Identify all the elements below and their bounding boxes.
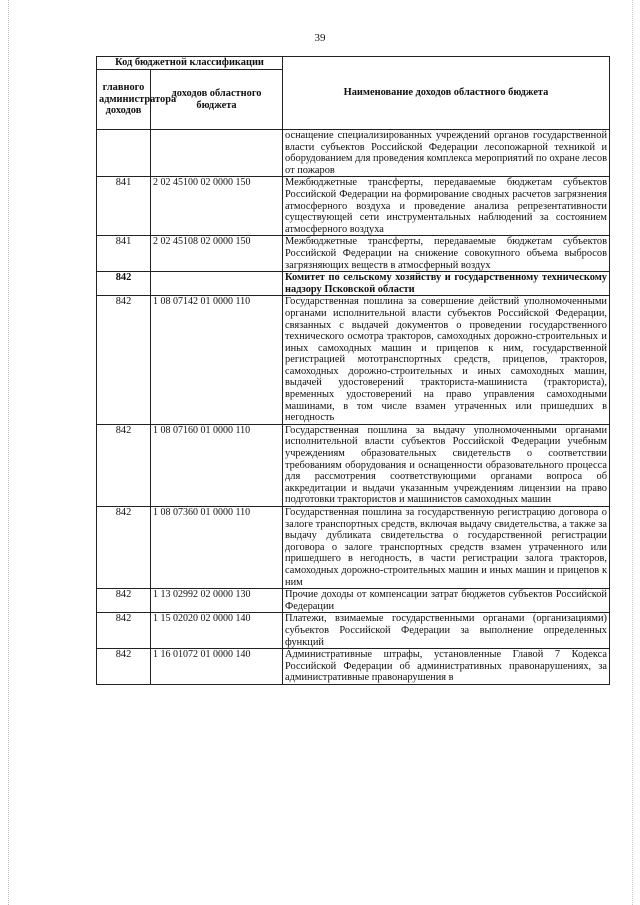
- table-row: [97, 177, 610, 236]
- budget-classification-table: [96, 56, 610, 685]
- table-row: [97, 236, 610, 272]
- budget-code-cell: 2 02 45100 02 0000 150: [151, 177, 283, 236]
- admin-code-cell: 842: [97, 649, 151, 685]
- income-name-cell: Государственная пошлина за выдачу уполномоченными органами исполнительной власти субъектов Российской Федерации учебным учреждениям образовательных свидетельств о соответствии требованиям оборудования и оснащенности образовательного процесса для рассмотрения соответствующими органами вопроса об аккредитации и выдачи указанным учреждениям лицензии на право подготовки трактористов и машинистов самоходных машин: [283, 424, 610, 506]
- admin-code-cell: 842: [97, 272, 151, 296]
- committee-name-cell: Комитет по сельскому хозяйству и государственному техническому надзору Псковской области: [283, 272, 610, 296]
- admin-code-cell: 842: [97, 613, 151, 649]
- budget-code-cell: [151, 272, 283, 296]
- budget-code-cell: 1 08 07160 01 0000 110: [151, 424, 283, 506]
- budget-code-cell: 1 08 07360 01 0000 110: [151, 507, 283, 589]
- header-income-code: доходов областного бюджета: [151, 70, 283, 130]
- right-margin-line: [632, 0, 634, 905]
- income-name-cell: оснащение специализированных учреждений органов государственной власти субъектов Российской Федерации лесопожарной техникой и оборудованием для проведения комплекса мероприятий по охране лесов от пожаров: [283, 130, 610, 177]
- budget-code-cell: [151, 130, 283, 177]
- income-name-cell: Межбюджетные трансферты, передаваемые бюджетам субъектов Российской Федерации на формирование сводных расчетов загрязнения атмосферного воздуха и проведение анализа репрезентативности существующей сети инструментальных наблюдений за состоянием атмосферного воздуха: [283, 177, 610, 236]
- income-name-cell: Межбюджетные трансферты, передаваемые бюджетам субъектов Российской Федерации на снижение совокупного объема выбросов загрязняющих веществ в атмосферный воздух: [283, 236, 610, 272]
- admin-code-cell: 842: [97, 296, 151, 425]
- budget-code-cell: 1 13 02992 02 0000 130: [151, 589, 283, 613]
- income-name-cell: Платежи, взимаемые государственными органами (организациями) субъектов Российской Федерации за выполнение определенных функций: [283, 613, 610, 649]
- table-row: [97, 649, 610, 685]
- table-row: [97, 130, 610, 177]
- table-row: [97, 507, 610, 589]
- table-row: [97, 589, 610, 613]
- admin-code-cell: [97, 130, 151, 177]
- budget-code-cell: 1 15 02020 02 0000 140: [151, 613, 283, 649]
- left-margin-line: [8, 0, 10, 905]
- budget-code-cell: 1 16 01072 01 0000 140: [151, 649, 283, 685]
- income-name-cell: Административные штрафы, установленные Главой 7 Кодекса Российской Федерации об административных правонарушениях, за административные правонарушения в: [283, 649, 610, 685]
- table-row-section-heading: [97, 272, 610, 296]
- admin-code-cell: 842: [97, 424, 151, 506]
- header-chief-administrator: главного администратора доходов: [97, 70, 151, 130]
- page-number: 39: [314, 32, 326, 44]
- admin-code-cell: 842: [97, 507, 151, 589]
- table-row: [97, 296, 610, 425]
- table-row: [97, 424, 610, 506]
- header-group-classification-code: Код бюджетной классификации: [97, 57, 283, 70]
- income-name-cell: Прочие доходы от компенсации затрат бюджетов субъектов Российской Федерации: [283, 589, 610, 613]
- income-name-cell: Государственная пошлина за государственную регистрацию договора о залоге транспортных средств, включая выдачу свидетельства, а также за выдачу дубликата свидетельства о государственной регистрации договора о залоге транспортных средств взамен утраченного или пришедшего в негодность, в части регистрации залога тракторов, самоходных дорожно-строительных машин и иных машин и прицепов к ним: [283, 507, 610, 589]
- admin-code-cell: 841: [97, 236, 151, 272]
- admin-code-cell: 842: [97, 589, 151, 613]
- header-income-name: Наименование доходов областного бюджета: [283, 57, 610, 130]
- budget-code-cell: 1 08 07142 01 0000 110: [151, 296, 283, 425]
- income-name-cell: Государственная пошлина за совершение действий уполномоченными органами исполнительной власти субъектов Российской Федерации, связанных с выдачей документов о проведении государственного технического осмотра тракторов, самоходных дорожно-строительных и иных самоходных машин и прицепов к ним, государственной регистрацией мототранспортных средств, прицепов, тракторов, самоходных дорожно-строительных и иных самоходных машин, выдачей удостоверений тракториста-машиниста (тракториста), временных удостоверений на право управления самоходными машинами, в том числе взамен утраченных или пришедших в негодность: [283, 296, 610, 425]
- budget-code-cell: 2 02 45108 02 0000 150: [151, 236, 283, 272]
- table-row: [97, 613, 610, 649]
- admin-code-cell: 841: [97, 177, 151, 236]
